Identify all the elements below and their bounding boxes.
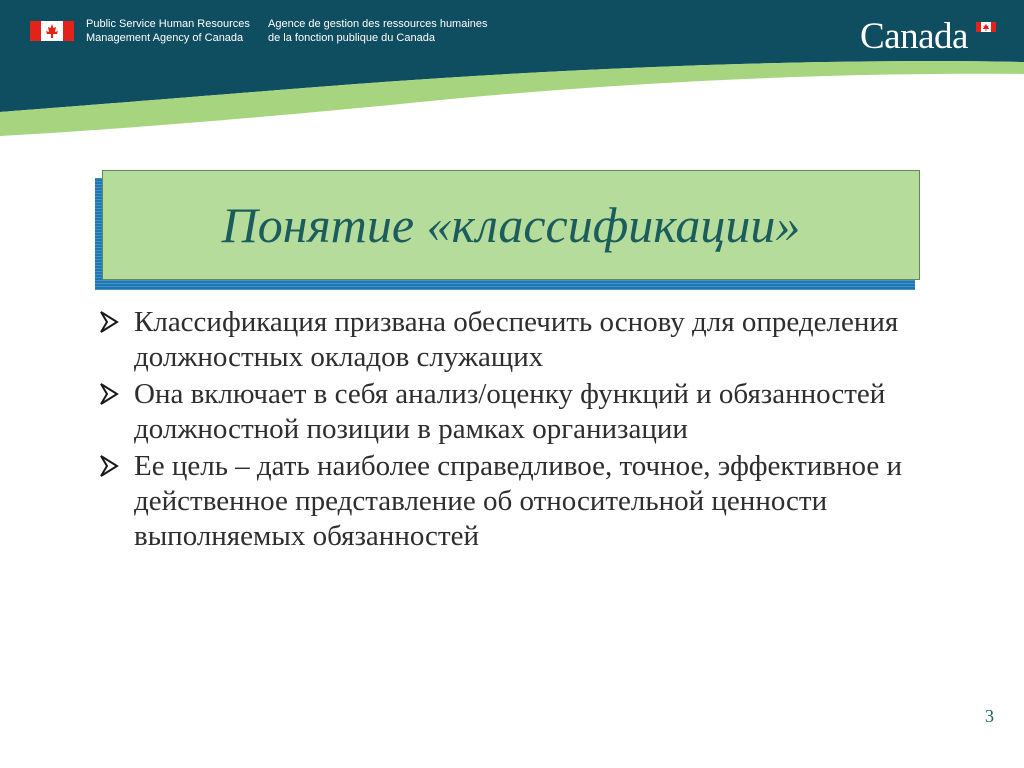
agency-line: Public Service Human Resources — [86, 18, 250, 30]
canada-wordmark: Canada — [860, 16, 968, 57]
list-item — [96, 305, 996, 375]
list-item — [96, 377, 996, 447]
bullet-text: Ее цель – дать наиболее справедливое, точное, эффективное и действенное представление об относительной ценности выполняемых обязанностей — [134, 450, 902, 552]
canada-flag-icon — [30, 21, 74, 41]
wordmark-flag-icon — [976, 22, 996, 32]
list-item — [96, 449, 996, 554]
page-number: 3 — [985, 706, 994, 726]
agency-name-english — [86, 17, 250, 45]
arrow-bullet-icon — [96, 377, 134, 447]
arrow-bullet-icon — [96, 449, 134, 554]
bullet-text: Она включает в себя анализ/оценку функций и обязанностей должностной позиции в рамках организации — [134, 378, 886, 445]
bullet-list — [96, 305, 996, 556]
agency-line: de la fonction publique du Canada — [268, 32, 435, 44]
arrow-bullet-icon — [96, 305, 134, 375]
title-box — [102, 170, 920, 280]
agency-name-french — [268, 17, 488, 45]
slide-title: Понятие «классификации» — [221, 197, 801, 253]
agency-line: Agence de gestion des ressources humaines — [268, 18, 488, 30]
agency-line: Management Agency of Canada — [86, 32, 244, 44]
bullet-text: Классификация призвана обеспечить основу для определения должностных окладов служащих — [134, 306, 899, 373]
